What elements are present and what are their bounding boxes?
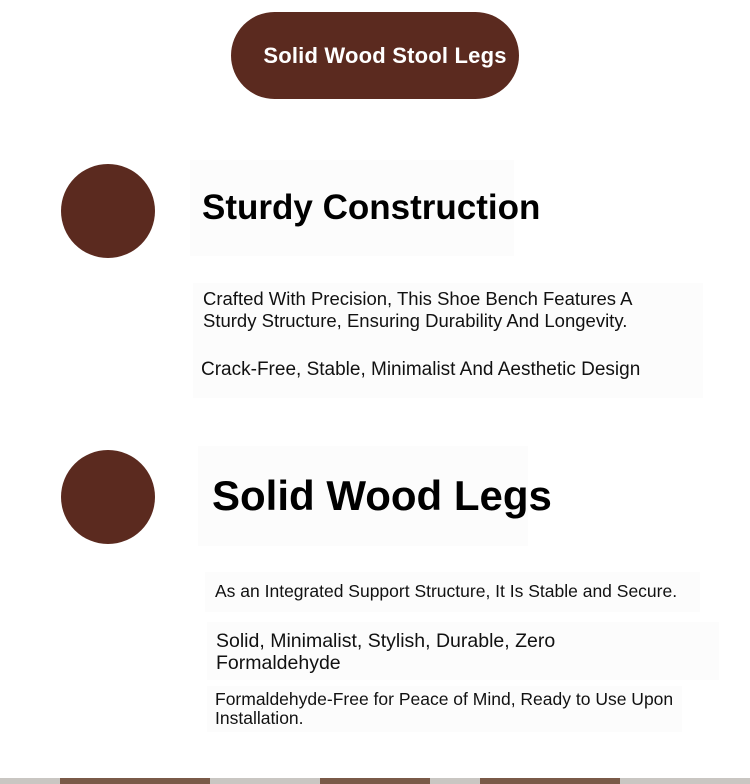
section2-line1: As an Integrated Support Structure, It Is Stable and Secure. (215, 581, 678, 601)
section1-circle-icon (61, 164, 155, 258)
section2-circle-icon (61, 450, 155, 544)
section1-heading-box (190, 160, 541, 256)
section2-line2a: Solid, Minimalist, Stylish, Durable, Zero (216, 630, 556, 652)
bottom-image-edge-dark-2 (320, 778, 430, 784)
section1-tagline: Crack-Free, Stable, Minimalist And Aesthetic Design (201, 359, 641, 380)
bottom-image-edge (0, 778, 750, 784)
bottom-image-edge-dark-1 (60, 778, 210, 784)
section2-line3b: Installation. (215, 708, 304, 728)
bottom-image-edge-dark-3 (480, 778, 620, 784)
banner-title: Solid Wood Stool Legs (263, 42, 507, 68)
section2-line3a: Formaldehyde-Free for Peace of Mind, Ready to Use Upon (215, 689, 674, 709)
section2-heading: Solid Wood Legs (212, 472, 552, 519)
title-banner (231, 12, 519, 99)
section2-line2b: Formaldehyde (216, 652, 341, 674)
section1-paragraph-line2: Sturdy Structure, Ensuring Durability And Longevity. (203, 310, 628, 331)
section1-heading: Sturdy Construction (202, 188, 541, 227)
section1-paragraph-line1: Crafted With Precision, This Shoe Bench Features A (203, 288, 633, 309)
section2-heading-box (198, 446, 552, 546)
